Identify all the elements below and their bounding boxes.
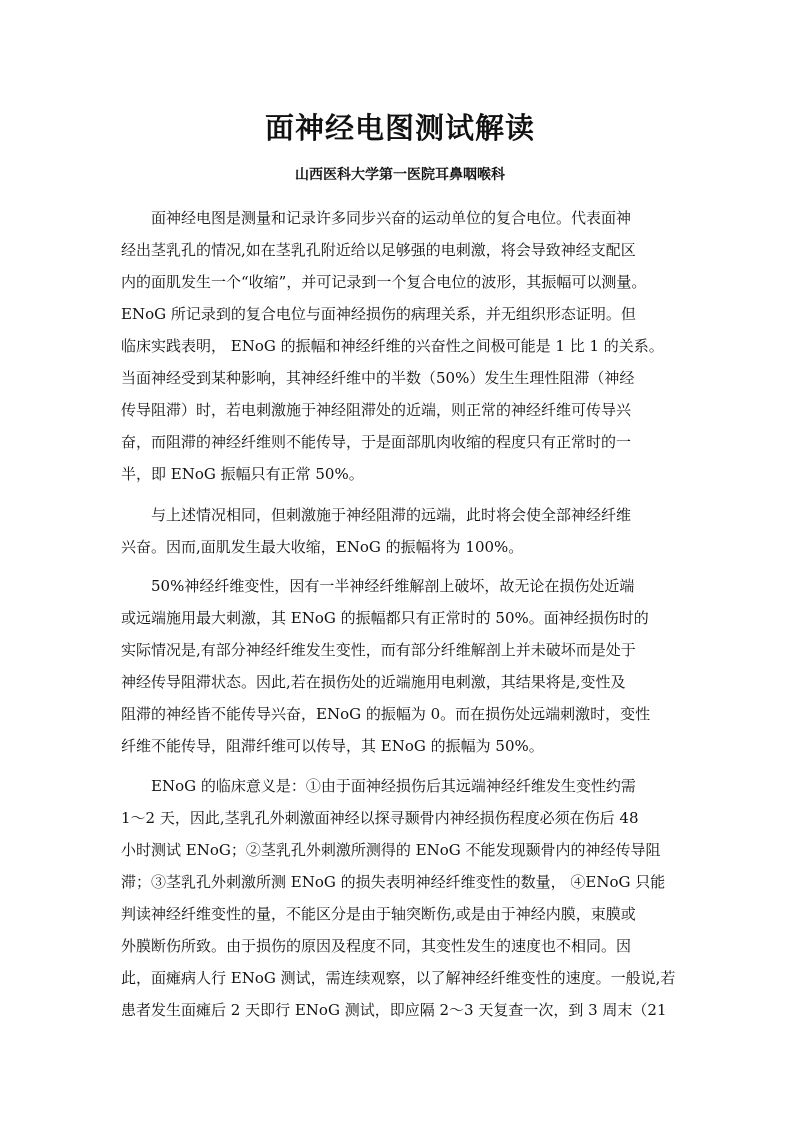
- text-line: 阻滞的神经皆不能传导兴奋，ENoG 的振幅为 0。而在损伤处远端刺激时，变性: [121, 705, 651, 723]
- text-line: 神经传导阻滞状态。因此,若在损伤处的近端施用电刺激，其结果将是,变性及: [121, 673, 626, 691]
- text-line: 判读神经纤维变性的量，不能区分是由于轴突断伤,或是由于神经内膜，束膜或: [121, 905, 636, 923]
- document-title: 面神经电图测试解读: [264, 111, 535, 145]
- text-line: 小时测试 ENoG；②茎乳孔外刺激所测得的 ENoG 不能发现颞骨内的神经传导阻: [121, 841, 661, 859]
- text-line: 面神经电图是测量和记录许多同步兴奋的运动单位的复合电位。代表面神: [121, 209, 632, 227]
- text-line: 传导阻滞）时，若电刺激施于神经阻滞处的近端，则正常的神经纤维可传导兴: [121, 401, 632, 419]
- text-line: 兴奋。因而,面肌发生最大收缩，ENoG 的振幅将为 100%。: [121, 538, 524, 556]
- text-line: ENoG 所记录到的复合电位与面神经损伤的病理关系，并无组织形态证明。但: [121, 305, 636, 323]
- text-line: 患者发生面瘫后 2 天即行 ENoG 测试，即应隔 2～3 天复查一次，到 3 周末（21: [121, 1001, 667, 1019]
- text-line: 半，即 ENoG 振幅只有正常 50%。: [121, 465, 364, 483]
- text-line: 经出茎乳孔的情况,如在茎乳孔附近给以足够强的电刺激，将会导致神经支配区: [121, 241, 636, 259]
- text-line: 实际情况是,有部分神经纤维发生变性，而有部分纤维解剖上并未破坏而是处于: [121, 641, 636, 659]
- text-line: 滞；③茎乳孔外刺激所测 ENoG 的损失表明神经纤维变性的数量， ④ENoG 只能: [121, 873, 666, 891]
- text-line: 纤维不能传导，阻滞纤维可以传导，其 ENoG 的振幅为 50%。: [121, 737, 544, 755]
- text-line: 1～2 天，因此,茎乳孔外刺激面神经以探寻颞骨内神经损伤程度必须在伤后 48: [121, 809, 639, 827]
- text-line: 50%神经纤维变性，因有一半神经纤维解剖上破坏，故无论在损伤处近端: [121, 577, 635, 595]
- text-line: 奋，而阻滞的神经纤维则不能传导，于是面部肌肉收缩的程度只有正常时的一: [121, 433, 632, 451]
- text-line: 当面神经受到某种影响，其神经纤维中的半数（50%）发生生理性阻滞（神经: [121, 369, 635, 387]
- document-subtitle: 山西医科大学第一医院耳鼻咽喉科: [295, 167, 505, 183]
- text-line: 外膜断伤所致。由于损伤的原因及程度不同，其变性发生的速度也不相同。因: [121, 937, 632, 955]
- text-line: 内的面肌发生一个“收缩”，并可记录到一个复合电位的波形，其振幅可以测量。: [121, 273, 647, 291]
- text-line: 与上述情况相同，但刺激施于神经阻滞的远端，此时将会使全部神经纤维: [121, 506, 632, 524]
- text-line: 此，面瘫病人行 ENoG 测试，需连续观察，以了解神经纤维变性的速度。一般说,若: [121, 969, 676, 987]
- text-line: 或远端施用最大刺激，其 ENoG 的振幅都只有正常时的 50%。面神经损伤时的: [121, 609, 649, 627]
- text-line: 临床实践表明， ENoG 的振幅和神经纤维的兴奋性之间极可能是 1 比 1 的关系。: [121, 337, 664, 355]
- text-line: ENoG 的临床意义是：①由于面神经损伤后其远端神经纤维发生变性约需: [121, 777, 636, 795]
